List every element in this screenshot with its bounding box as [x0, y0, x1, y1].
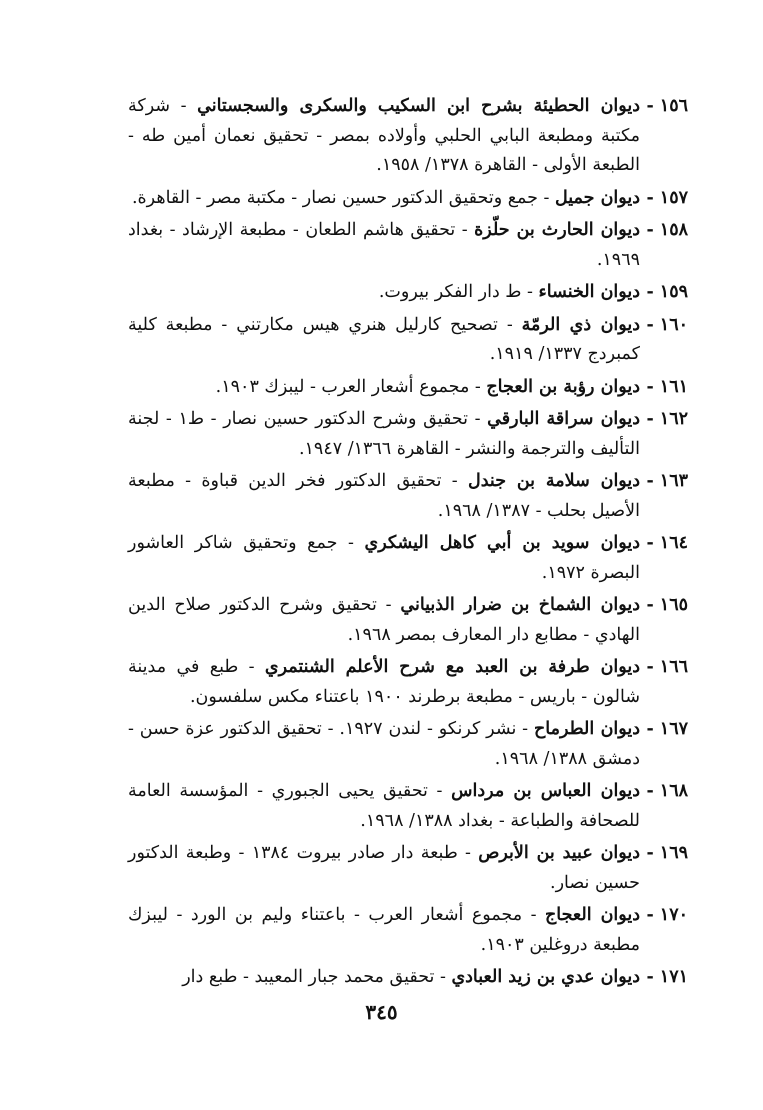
entry-details: - مجموع أشعار العرب - باعتناء وليم بن الورد - ليبزك مطبعة دروغلين ١٩٠٣. — [128, 905, 640, 955]
bibliography-entry — [128, 184, 688, 214]
entry-details: - جمع وتحقيق شاكر العاشور البصرة ١٩٧٢. — [128, 533, 640, 583]
entry-number: ١٦٢ - — [646, 409, 688, 429]
entry-details: - نشر كرنكو - لندن ١٩٢٧. - تحقيق الدكتور عزة حسن - دمشق ١٣٨٨/ ١٩٦٨. — [128, 719, 640, 769]
page-number: ٣٤٥ — [365, 1000, 398, 1024]
entry-number: ١٦٧ - — [646, 719, 688, 739]
bibliography-entry — [128, 777, 688, 836]
entry-details: - تحقيق هاشم الطعان - مطبعة الإرشاد - بغداد ١٩٦٩. — [128, 220, 640, 270]
entry-number: ١٦٩ - — [646, 843, 688, 863]
bibliography-entry — [128, 529, 688, 588]
entry-title: ديوان الخنساء — [538, 282, 640, 302]
bibliography-entry — [128, 405, 688, 464]
entry-number: ١٦٥ - — [646, 595, 688, 615]
entry-details: - تحقيق محمد جبار المعيبد - طبع دار — [182, 967, 452, 987]
bibliography-entry — [128, 216, 688, 275]
bibliography-list — [128, 92, 688, 996]
entry-details: - تحقيق وشرح الدكتور حسين نصار - ط١ - لجنة التأليف والترجمة والنشر - القاهرة ١٣٦٦/ ١٩٤٧. — [128, 409, 640, 459]
entry-title: ديوان الحارث بن حلّزة — [474, 220, 640, 240]
entry-number: ١٦١ - — [646, 376, 688, 397]
entry-title: ديوان ذي الرمّة — [521, 314, 641, 335]
entry-number: ١٧١ - — [646, 967, 688, 987]
entry-title: ديوان سراقة البارقي — [487, 409, 640, 429]
entry-title: ديوان الحطيئة بشرح ابن السكيب والسكرى والسجستاني — [197, 96, 640, 116]
bibliography-entry — [128, 373, 688, 403]
entry-details: - شركة مكتبة ومطبعة البابي الحلبي وأولاده بمصر - تحقيق نعمان أمين طه - الطبعة الأولى - القاهرة ١٣٧٨/ ١٩٥٨. — [128, 96, 640, 175]
entry-number: ١٦٦ - — [646, 657, 688, 677]
entry-details: - مجموع أشعار العرب - ليبزك ١٩٠٣. — [215, 376, 487, 397]
entry-number: ١٧٠ - — [646, 905, 688, 925]
entry-details: - تصحيح كارليل هنري هيس مكارتني - مطبعة كلية كمبردج ١٣٣٧/ ١٩١٩. — [128, 314, 640, 364]
bibliography-entry — [128, 963, 688, 993]
bibliography-entry — [128, 467, 688, 526]
entry-number: ١٦٨ - — [646, 781, 688, 801]
entry-details: - طبعة دار صادر بيروت ١٣٨٤ - وطبعة الدكتور حسين نصار. — [128, 843, 640, 893]
bibliography-entry — [128, 591, 688, 650]
entry-title: ديوان العباس بن مرداس — [451, 781, 641, 801]
entry-number: ١٥٩ - — [646, 282, 688, 302]
bibliography-entry — [128, 311, 688, 370]
entry-title: ديوان عبيد بن الأبرص — [478, 843, 640, 863]
bibliography-entry — [128, 278, 688, 308]
entry-title: ديوان العجاج — [545, 905, 640, 925]
bibliography-entry — [128, 839, 688, 898]
entry-number: ١٥٧ - — [646, 187, 688, 208]
entry-details: - ط دار الفكر بيروت. — [378, 282, 539, 302]
entry-number: ١٦٤ - — [646, 533, 688, 553]
entry-title: ديوان سلامة بن جندل — [468, 471, 641, 491]
entry-number: ١٦٠ - — [646, 314, 688, 335]
bibliography-entry — [128, 715, 688, 774]
bibliography-entry — [128, 653, 688, 712]
entry-title: ديوان سويد بن أبي كاهل اليشكري — [364, 533, 640, 553]
entry-title: ديوان الشماخ بن ضرار الذبياني — [400, 595, 641, 615]
entry-details: - جمع وتحقيق الدكتور حسين نصار - مكتبة مصر - القاهرة. — [131, 187, 556, 208]
bibliography-entry — [128, 901, 688, 960]
entry-title: ديوان طرفة بن العبد مع شرح الأعلم الشنتمري — [264, 657, 641, 677]
entry-details: - تحقيق وشرح الدكتور صلاح الدين الهادي - مطابع دار المعارف بمصر ١٩٦٨. — [128, 595, 640, 645]
entry-details: - طبع في مدينة شالون - باريس - مطبعة برطرند ١٩٠٠ باعتناء مكس سلفسون. — [128, 657, 640, 707]
entry-title: ديوان الطرماح — [533, 719, 640, 739]
entry-details: - تحقيق الدكتور فخر الدين قباوة - مطبعة الأصيل بحلب - ١٣٨٧/ ١٩٦٨. — [128, 471, 640, 521]
entry-number: ١٦٣ - — [646, 471, 688, 491]
entry-title: ديوان عدي بن زيد العبادي — [451, 967, 640, 987]
bibliography-entry — [128, 92, 688, 181]
entry-title: ديوان رؤبة بن العجاج — [486, 376, 640, 397]
entry-number: ١٥٨ - — [646, 220, 688, 240]
entry-details: - تحقيق يحيى الجبوري - المؤسسة العامة للصحافة والطباعة - بغداد ١٣٨٨/ ١٩٦٨. — [128, 781, 640, 831]
entry-number: ١٥٦ - — [646, 96, 688, 116]
entry-title: ديوان جميل — [555, 187, 640, 208]
